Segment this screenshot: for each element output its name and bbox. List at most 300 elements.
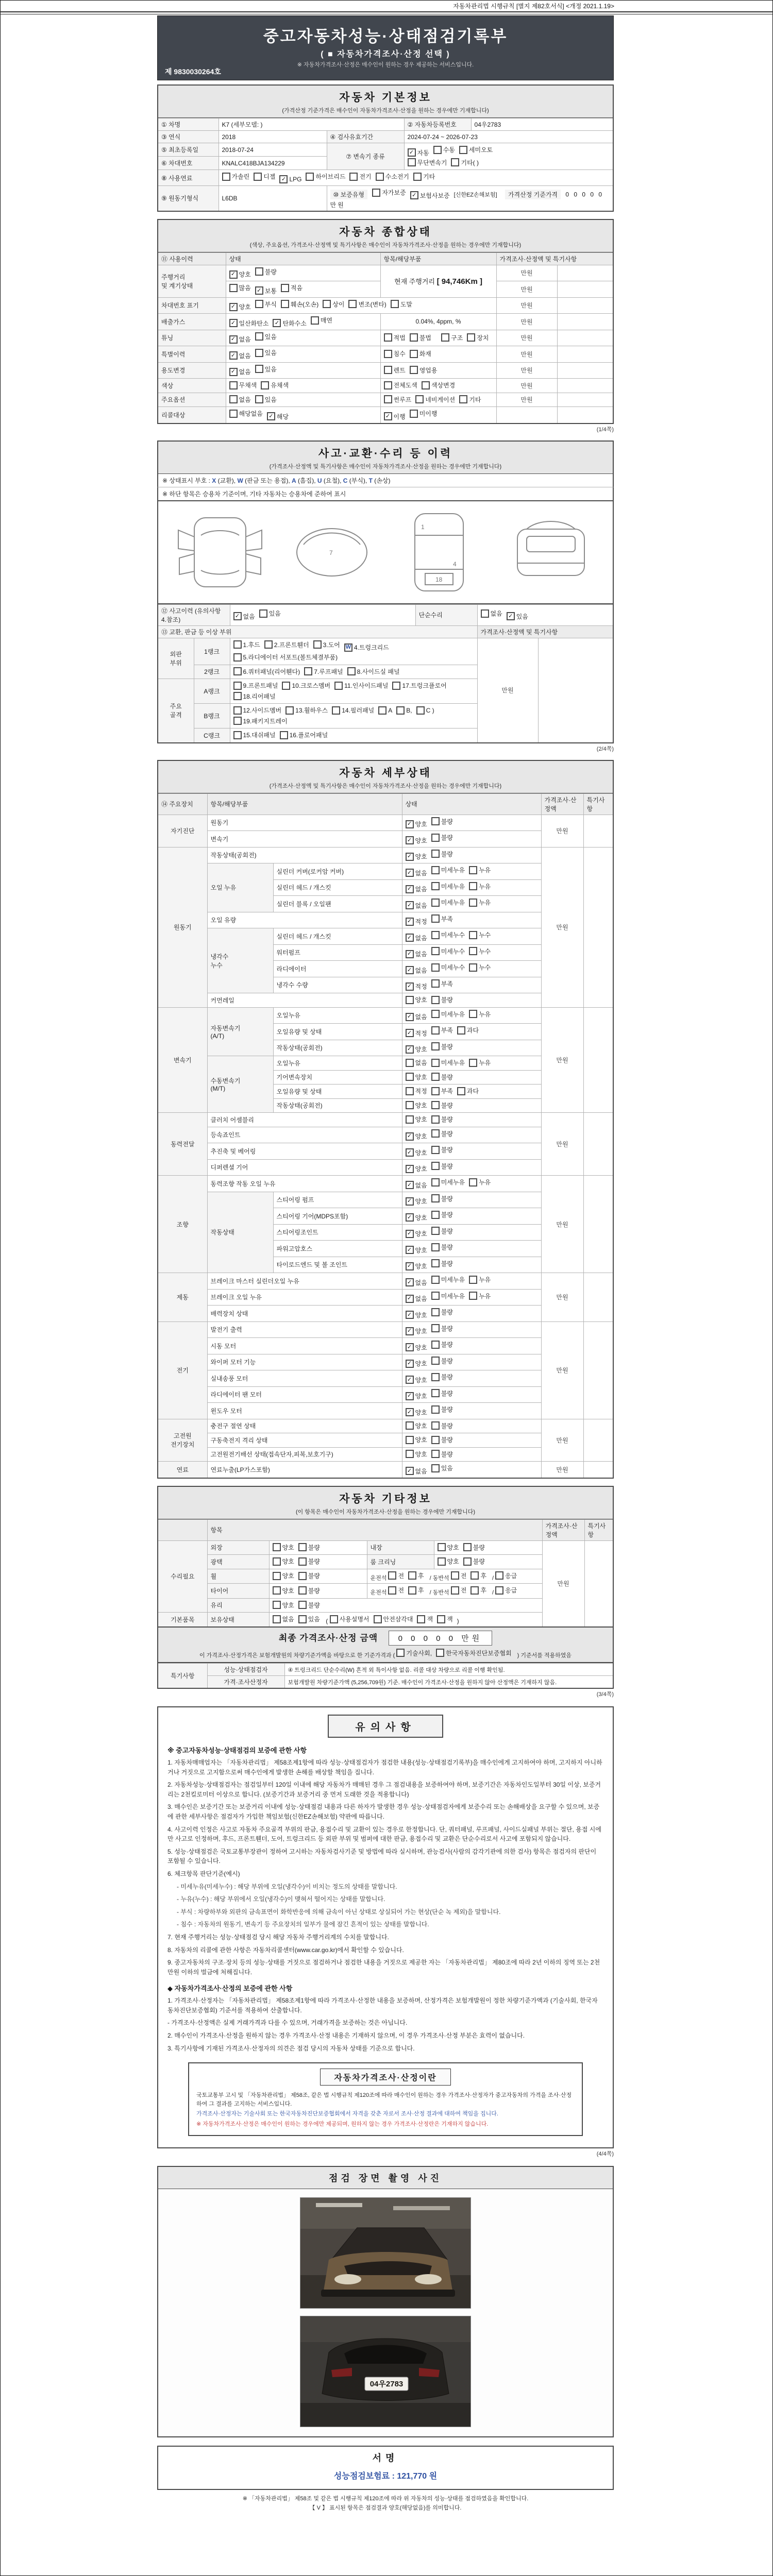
checkbox-19.패키지트레이[interactable] — [233, 717, 288, 725]
checkbox-미세누유[interactable] — [431, 898, 465, 907]
checkbox-미세누수[interactable] — [431, 963, 465, 972]
checkbox-불량[interactable] — [255, 267, 277, 276]
checkbox-불량[interactable] — [431, 1405, 453, 1414]
checkbox-사용설명서[interactable] — [330, 1615, 369, 1623]
checkbox-box-icon — [431, 1211, 440, 1219]
checkbox-있음[interactable] — [255, 332, 277, 341]
checkbox-label: 10.크로스멤버 — [292, 682, 331, 689]
checkbox-6.쿼터패널(리어휀다)[interactable] — [233, 667, 300, 676]
checkbox-B,[interactable] — [396, 706, 412, 715]
table-cell — [402, 912, 541, 928]
checkbox-기타[interactable] — [413, 172, 435, 181]
etc-table — [157, 1519, 614, 1628]
checkbox-미세누유[interactable] — [431, 1178, 465, 1187]
checkbox-label: 불량 — [441, 1116, 453, 1123]
checkbox-양호[interactable] — [406, 820, 427, 828]
notice-subitem: - 누유(누수) : 해당 부위에서 오일(냉각수)이 맺혀서 떨어지는 상태를 말합니다. — [177, 1895, 385, 1903]
checkbox-보통[interactable] — [255, 286, 277, 295]
checkbox-양호[interactable] — [438, 1557, 459, 1566]
checkbox-디젤[interactable] — [254, 172, 275, 181]
checkbox-불량[interactable] — [431, 995, 453, 1004]
checkbox-불량[interactable] — [298, 1543, 320, 1552]
checkbox-후[interactable] — [470, 1571, 486, 1580]
checkbox-누유[interactable] — [469, 1010, 491, 1019]
checkbox-양호[interactable] — [406, 1045, 427, 1054]
checkbox-불량[interactable] — [298, 1601, 320, 1609]
checkbox-썬루프[interactable] — [384, 395, 412, 404]
checkbox-후[interactable] — [408, 1571, 424, 1580]
table-cell: 연료누출(LP가스포함) — [207, 1462, 402, 1478]
checkbox-양호[interactable] — [273, 1586, 294, 1595]
checkbox-11.인사이드패널[interactable] — [334, 681, 388, 690]
checkbox-렌트[interactable] — [384, 366, 406, 375]
table-cell: 브레이크 오일 누유 — [207, 1289, 402, 1306]
checkbox-유채색[interactable] — [261, 381, 289, 389]
checkbox-무단변속기[interactable] — [408, 158, 447, 167]
checkbox-양호[interactable] — [406, 1115, 427, 1124]
checkbox-없음[interactable] — [273, 1615, 294, 1623]
table-cell — [269, 1555, 367, 1569]
table-cell: 보험개발원 차량기준가액 (5,256,709원) 기준. 매수인이 가격조사·산정을 원하지 않아 산정액은 기재하지 않음. — [284, 1676, 613, 1689]
checkbox-불량[interactable] — [431, 1259, 453, 1268]
checkbox-불량[interactable] — [431, 1308, 453, 1316]
checkbox-양호[interactable] — [406, 1262, 427, 1270]
checkbox-불량[interactable] — [431, 817, 453, 826]
checkbox-A[interactable] — [378, 706, 392, 715]
checkbox-잭[interactable] — [437, 1615, 453, 1623]
checkbox-양호[interactable] — [406, 1435, 427, 1444]
checkbox-13.휠하우스[interactable] — [285, 706, 328, 715]
table-cell — [226, 330, 380, 346]
checkbox-후[interactable] — [408, 1586, 424, 1595]
checkbox-많음[interactable] — [229, 283, 251, 292]
checkbox-불량[interactable] — [431, 1129, 453, 1138]
checkbox-한국자동차진단보증협회[interactable] — [436, 1649, 512, 1657]
footer-line: ※ 「자동차관리법」 제58조 및 같은 법 시행규칙 제120조에 따라 위 자동차의 성능·상태를 점검하였음을 확인합니다. — [242, 2496, 529, 2502]
checkbox-label: 불량 — [441, 834, 453, 841]
checkbox-없음[interactable] — [229, 367, 251, 376]
checkbox-있음[interactable] — [298, 1615, 320, 1623]
checkbox-누수[interactable] — [469, 930, 491, 939]
checkbox-없음[interactable] — [233, 612, 255, 621]
table-cell — [402, 1306, 541, 1322]
checkbox-누유[interactable] — [469, 1178, 491, 1187]
checkbox-색상변경[interactable] — [422, 381, 455, 389]
checkbox-자가보증[interactable] — [372, 188, 406, 197]
checkbox-18.리어패널[interactable] — [233, 692, 276, 701]
checkbox-미세누유[interactable] — [431, 882, 465, 891]
checkbox-전기[interactable] — [349, 172, 371, 181]
checkbox-적정[interactable] — [406, 1029, 427, 1038]
checkbox-C )[interactable] — [416, 706, 434, 715]
checkbox-미세누유[interactable] — [431, 1010, 465, 1019]
checkbox-양호[interactable] — [406, 1450, 427, 1459]
detail-row — [158, 1419, 613, 1433]
checkbox-있음[interactable] — [507, 612, 528, 621]
checkbox-없음[interactable] — [229, 351, 251, 360]
checkbox-box-icon — [463, 1543, 472, 1551]
checkbox-양호[interactable] — [406, 1359, 427, 1368]
checkbox-box-icon — [222, 173, 230, 181]
checkbox-양호[interactable] — [273, 1601, 294, 1609]
checkbox-box-icon: ✓ — [406, 950, 414, 958]
checkbox-불량[interactable] — [431, 1340, 453, 1349]
checkbox-불량[interactable] — [431, 1042, 453, 1051]
checkbox-box-icon — [431, 1010, 440, 1018]
checkbox-미세누유[interactable] — [431, 1292, 465, 1300]
checkbox-누유[interactable] — [469, 1058, 491, 1067]
checkbox-불량[interactable] — [431, 850, 453, 858]
checkbox-없음[interactable] — [229, 335, 251, 344]
table-cell: 스티어링 펌프 — [273, 1192, 402, 1208]
checkbox-없음[interactable] — [406, 1012, 427, 1021]
checkbox-없음[interactable] — [406, 1058, 427, 1067]
checkbox-응급[interactable] — [495, 1586, 517, 1595]
checkbox-화재[interactable] — [410, 349, 431, 358]
checkbox-label: 16.플로어패널 — [289, 732, 328, 739]
checkbox-14.필러패널[interactable] — [332, 706, 374, 715]
checkbox-자동[interactable] — [408, 148, 429, 157]
checkbox-9.프론트패널[interactable] — [233, 681, 278, 690]
checkbox-양호[interactable] — [406, 1421, 427, 1430]
checkbox-양호[interactable] — [438, 1543, 459, 1552]
checkbox-label: 보험사보증 — [419, 192, 450, 199]
checkbox-양호[interactable] — [406, 1376, 427, 1384]
checkbox-양호[interactable] — [406, 1229, 427, 1238]
checkbox-label: 미세누유 — [441, 1059, 465, 1066]
checkbox-양호[interactable] — [406, 1311, 427, 1319]
checkbox-누유[interactable] — [469, 1275, 491, 1284]
checkbox-불량[interactable] — [463, 1557, 485, 1566]
checkbox-양호[interactable] — [273, 1571, 294, 1580]
checkbox-불량[interactable] — [431, 1227, 453, 1235]
checkbox-부식[interactable] — [255, 300, 277, 309]
checkbox-일산화탄소[interactable] — [229, 319, 269, 328]
checkbox-LPG[interactable] — [279, 175, 301, 183]
checkbox-없음[interactable] — [406, 885, 427, 893]
checkbox-도말[interactable] — [391, 300, 412, 309]
checkbox-부족[interactable] — [431, 1087, 453, 1095]
checkbox-2.프론트휀더[interactable] — [264, 640, 309, 649]
checkbox-7.루프패널[interactable] — [304, 667, 343, 676]
checkbox-box-icon — [374, 1615, 382, 1623]
checkbox-5.라디에이터 서포트(볼트체결부품)[interactable] — [233, 653, 338, 662]
table-cell: 윈도우 모터 — [207, 1403, 402, 1419]
checkbox-양호[interactable] — [406, 836, 427, 845]
checkbox-label: 수소전기 — [385, 173, 410, 180]
checkbox-양호[interactable] — [229, 270, 251, 279]
checkbox-탄화수소[interactable] — [273, 319, 306, 328]
section-overall-header — [157, 219, 614, 252]
checkbox-box-icon — [285, 706, 294, 715]
checkbox-없음[interactable] — [406, 950, 427, 958]
checkbox-box-icon — [469, 899, 477, 907]
checkbox-수동[interactable] — [433, 145, 455, 154]
checkbox-12.사이드멤버[interactable] — [233, 706, 282, 715]
checkbox-영업용[interactable] — [410, 366, 438, 375]
checkbox-전체도색[interactable] — [384, 381, 417, 389]
checkbox-label: 기타( ) — [461, 159, 479, 166]
checkbox-없음[interactable] — [481, 609, 502, 618]
checkbox-불량[interactable] — [431, 1357, 453, 1365]
checkbox-누수[interactable] — [469, 963, 491, 972]
checkbox-불법[interactable] — [410, 333, 431, 342]
checkbox-양호[interactable] — [406, 1392, 427, 1400]
table-cell — [538, 638, 613, 743]
checkbox-양호[interactable] — [406, 1343, 427, 1352]
checkbox-label: 잭 — [427, 1616, 433, 1623]
checkbox-1.후드[interactable] — [233, 640, 260, 649]
checkbox-16.플로어패널[interactable] — [280, 731, 328, 739]
checkbox-과다[interactable] — [457, 1087, 479, 1095]
checkbox-전[interactable] — [388, 1586, 404, 1595]
checkbox-불량[interactable] — [431, 1324, 453, 1333]
checkbox-양호[interactable] — [273, 1557, 294, 1566]
checkbox-없음[interactable] — [406, 966, 427, 975]
checkbox-box-icon — [431, 947, 440, 955]
checkbox-적정[interactable] — [406, 982, 427, 991]
checkbox-불량[interactable] — [431, 1243, 453, 1251]
checkbox-누수[interactable] — [469, 947, 491, 956]
section-overall-title: 자동차 종합상태 — [339, 226, 432, 238]
checkbox-양호[interactable] — [229, 302, 251, 311]
checkbox-미세누수[interactable] — [431, 947, 465, 956]
checkbox-불량[interactable] — [431, 1389, 453, 1398]
checkbox-불량[interactable] — [431, 1101, 453, 1110]
checkbox-label: 자가보증 — [382, 189, 406, 196]
table-cell — [402, 1338, 541, 1354]
checkbox-구조[interactable] — [441, 333, 463, 342]
checkbox-불량[interactable] — [431, 1162, 453, 1171]
checkbox-양호[interactable] — [406, 1197, 427, 1206]
checkbox-가솔린[interactable] — [222, 172, 250, 181]
checkbox-양호[interactable] — [406, 1408, 427, 1417]
checkbox-부족[interactable] — [431, 914, 453, 923]
checkbox-label: 상이 — [332, 300, 345, 308]
checkbox-전[interactable] — [451, 1571, 467, 1580]
checkbox-label: 미세누수 — [441, 931, 465, 939]
checkbox-후[interactable] — [470, 1586, 486, 1595]
checkbox-하이브리드[interactable] — [306, 172, 345, 181]
checkbox-box-icon — [410, 366, 418, 374]
checkbox-불량[interactable] — [298, 1586, 320, 1595]
checkbox-box-icon — [470, 1586, 479, 1595]
checkbox-불량[interactable] — [431, 1145, 453, 1154]
checkbox-수소전기[interactable] — [376, 172, 409, 181]
checkbox-세미오토[interactable] — [459, 145, 493, 154]
checkbox-부족[interactable] — [431, 979, 453, 988]
checkbox-미세누유[interactable] — [431, 1058, 465, 1067]
checkbox-3.도어[interactable] — [313, 640, 340, 649]
checkbox-10.크로스멤버[interactable] — [282, 681, 330, 690]
checkbox-없음[interactable] — [406, 901, 427, 910]
checkbox-훼손(오손)[interactable] — [281, 300, 318, 309]
checkbox-불량[interactable] — [431, 1194, 453, 1203]
checkbox-양호[interactable] — [406, 1148, 427, 1157]
checkbox-양호[interactable] — [406, 1213, 427, 1222]
checkbox-변조(변타)[interactable] — [348, 300, 386, 309]
checkbox-불량[interactable] — [431, 1372, 453, 1381]
checkbox-누유[interactable] — [469, 866, 491, 874]
checkbox-box-icon — [431, 850, 440, 858]
checkbox-전[interactable] — [451, 1586, 467, 1595]
checkbox-양호[interactable] — [406, 852, 427, 861]
checkbox-불량[interactable] — [431, 1073, 453, 1081]
checkbox-label: 양호 — [415, 1073, 427, 1081]
checkbox-box-icon — [463, 1557, 472, 1566]
checkbox-적정[interactable] — [406, 1087, 427, 1095]
checkbox-box-icon — [441, 333, 449, 342]
checkbox-있음[interactable] — [255, 348, 277, 357]
checkbox-양호[interactable] — [406, 1132, 427, 1141]
checkbox-box-icon — [469, 882, 477, 890]
checkbox-불량[interactable] — [431, 1421, 453, 1430]
checkbox-4.트렁크리드[interactable] — [344, 643, 389, 652]
checkbox-미이행[interactable] — [410, 409, 438, 418]
checkbox-응급[interactable] — [495, 1571, 517, 1580]
checkbox-전[interactable] — [388, 1571, 404, 1580]
table-cell: 룸 크리닝 — [367, 1555, 434, 1569]
checkbox-잭[interactable] — [417, 1615, 433, 1623]
table-cell — [557, 314, 613, 330]
checkbox-불량[interactable] — [431, 833, 453, 842]
checkbox-box-icon — [233, 706, 242, 715]
checkbox-불량[interactable] — [463, 1543, 485, 1552]
checkbox-불량[interactable] — [431, 1210, 453, 1219]
checkbox-불량[interactable] — [431, 1435, 453, 1444]
table-cell — [402, 1143, 541, 1160]
checkbox-없음[interactable] — [406, 1278, 427, 1287]
checkbox-box-icon — [459, 146, 467, 154]
etc-row — [158, 1540, 613, 1555]
table-cell — [269, 1540, 367, 1555]
checkbox-box-icon — [273, 1557, 281, 1566]
table-cell — [402, 993, 541, 1008]
checkbox-미세누유[interactable] — [431, 1275, 465, 1284]
checkbox-있음[interactable] — [255, 365, 277, 374]
checkbox-label: 불량 — [441, 1309, 453, 1316]
checkbox-17.트렁크플로어[interactable] — [392, 681, 446, 690]
checkbox-있음[interactable] — [431, 1464, 453, 1472]
checkbox-label: 누유 — [479, 1179, 491, 1186]
checkbox-부족[interactable] — [431, 1026, 453, 1035]
checkbox-label: 불량 — [441, 1389, 453, 1397]
checkbox-label: 없음 — [415, 934, 427, 942]
checkbox-없음[interactable] — [406, 934, 427, 942]
checkbox-label: 양호 — [415, 1198, 427, 1205]
checkbox-적음[interactable] — [281, 283, 303, 292]
checkbox-불량[interactable] — [298, 1557, 320, 1566]
checkbox-미세누유[interactable] — [431, 866, 465, 874]
table-cell: 없음 있음 ( 사용설명서 안전삼각대 잭 잭 ) — [269, 1613, 542, 1627]
checkbox-box-icon: ✓ — [384, 412, 392, 420]
checkbox-label: 있음 — [441, 1465, 453, 1472]
checkbox-label: 불량 — [473, 1544, 485, 1551]
pricebox-line: 국토교통부 고시 및 「자동차관리법」 제58조, 같은 법 시행규칙 제120조에 따라 매수인이 원하는 경우 가격조사·산정자가 중고자동차의 가격을 조사·산정하여 그 결과를 고지하는 서비스입니다. — [196, 2092, 572, 2107]
checkbox-상이[interactable] — [323, 300, 344, 309]
checkbox-15.대쉬패널[interactable] — [233, 731, 276, 739]
section-overall-note: (색상, 주요옵션, 가격조사·산정액 및 특기사항은 매수인이 자동차가격조사·산정을 원하는 경우에만 기재합니다) — [249, 242, 522, 248]
checkbox-양호[interactable] — [273, 1543, 294, 1552]
table-cell: 오일유량 및 상태 — [273, 1024, 402, 1040]
table-cell: ④ 검사유효기간 — [327, 131, 404, 143]
checkbox-양호[interactable] — [406, 1164, 427, 1173]
checkbox-box-icon — [264, 640, 273, 649]
checkbox-해당없음[interactable] — [229, 409, 263, 418]
checkbox-양호[interactable] — [406, 1101, 427, 1110]
table-cell — [583, 1273, 613, 1322]
checkbox-누유[interactable] — [469, 1292, 491, 1300]
checkbox-침수[interactable] — [384, 349, 406, 358]
checkbox-label: 불량 — [441, 1227, 453, 1235]
final-price-value: 0 0 0 0 0 만원 — [389, 1631, 493, 1646]
checkbox-이행[interactable] — [384, 412, 406, 421]
checkbox-기타[interactable] — [459, 395, 481, 404]
checkbox-양호[interactable] — [406, 1327, 427, 1335]
checkbox-기술사회,[interactable] — [396, 1649, 432, 1657]
checkbox-장치[interactable] — [467, 333, 489, 342]
checkbox-있음[interactable] — [259, 609, 281, 618]
table-cell: 오일누유 — [273, 1056, 402, 1071]
checkbox-불량[interactable] — [431, 1450, 453, 1459]
checkbox-box-icon: ✓ — [406, 1376, 414, 1384]
checkbox-해당[interactable] — [267, 412, 289, 421]
checkbox-없음[interactable] — [406, 1294, 427, 1303]
table-cell: 가격조사·산정액 — [542, 1519, 584, 1540]
table-cell: 차대번호 표기 — [158, 297, 226, 314]
table-cell: K7 (세부모델: ) — [219, 118, 404, 131]
checkbox-없음[interactable] — [229, 395, 251, 404]
checkbox-보험사보증[interactable] — [410, 191, 450, 200]
checkbox-네비게이션[interactable] — [415, 395, 455, 404]
checkbox-없음[interactable] — [406, 869, 427, 877]
checkbox-없음[interactable] — [406, 1467, 427, 1476]
checkbox-label: 양호 — [415, 1436, 427, 1444]
checkbox-양호[interactable] — [406, 1073, 427, 1081]
checkbox-적법[interactable] — [384, 333, 406, 342]
checkbox-불량[interactable] — [431, 1115, 453, 1124]
checkbox-box-icon — [229, 381, 238, 389]
table-cell: ③ 연식 — [158, 131, 219, 143]
checkbox-기타( )[interactable] — [451, 158, 479, 167]
table-row — [158, 297, 613, 314]
checkbox-box-icon — [431, 1194, 440, 1202]
checkbox-누유[interactable] — [469, 882, 491, 891]
checkbox-누유[interactable] — [469, 898, 491, 907]
checkbox-양호[interactable] — [406, 1246, 427, 1255]
checkbox-안전삼각대[interactable] — [374, 1615, 413, 1623]
table-cell: 작동상태(공회전) — [207, 847, 402, 863]
checkbox-box-icon: ✓ — [229, 368, 238, 376]
checkbox-불량[interactable] — [298, 1571, 320, 1580]
checkbox-없음[interactable] — [406, 1181, 427, 1190]
checkbox-box-icon — [431, 1421, 440, 1430]
checkbox-적정[interactable] — [406, 917, 427, 926]
checkbox-양호[interactable] — [406, 995, 427, 1004]
checkbox-미세누수[interactable] — [431, 930, 465, 939]
checkbox-무채색[interactable] — [229, 381, 257, 389]
checkbox-매연[interactable] — [311, 316, 332, 325]
symbol-C: C — [343, 477, 348, 484]
table-cell — [402, 1098, 541, 1113]
checkbox-box-icon — [410, 410, 418, 418]
checkbox-과다[interactable] — [457, 1026, 479, 1035]
checkbox-있음[interactable] — [255, 395, 277, 404]
checkbox-8.사이드실 패널[interactable] — [347, 667, 400, 676]
checkbox-label: 불량 — [441, 1341, 453, 1348]
checkbox-label: 불량 — [441, 1357, 453, 1365]
checkbox-label: 잭 — [447, 1616, 453, 1623]
